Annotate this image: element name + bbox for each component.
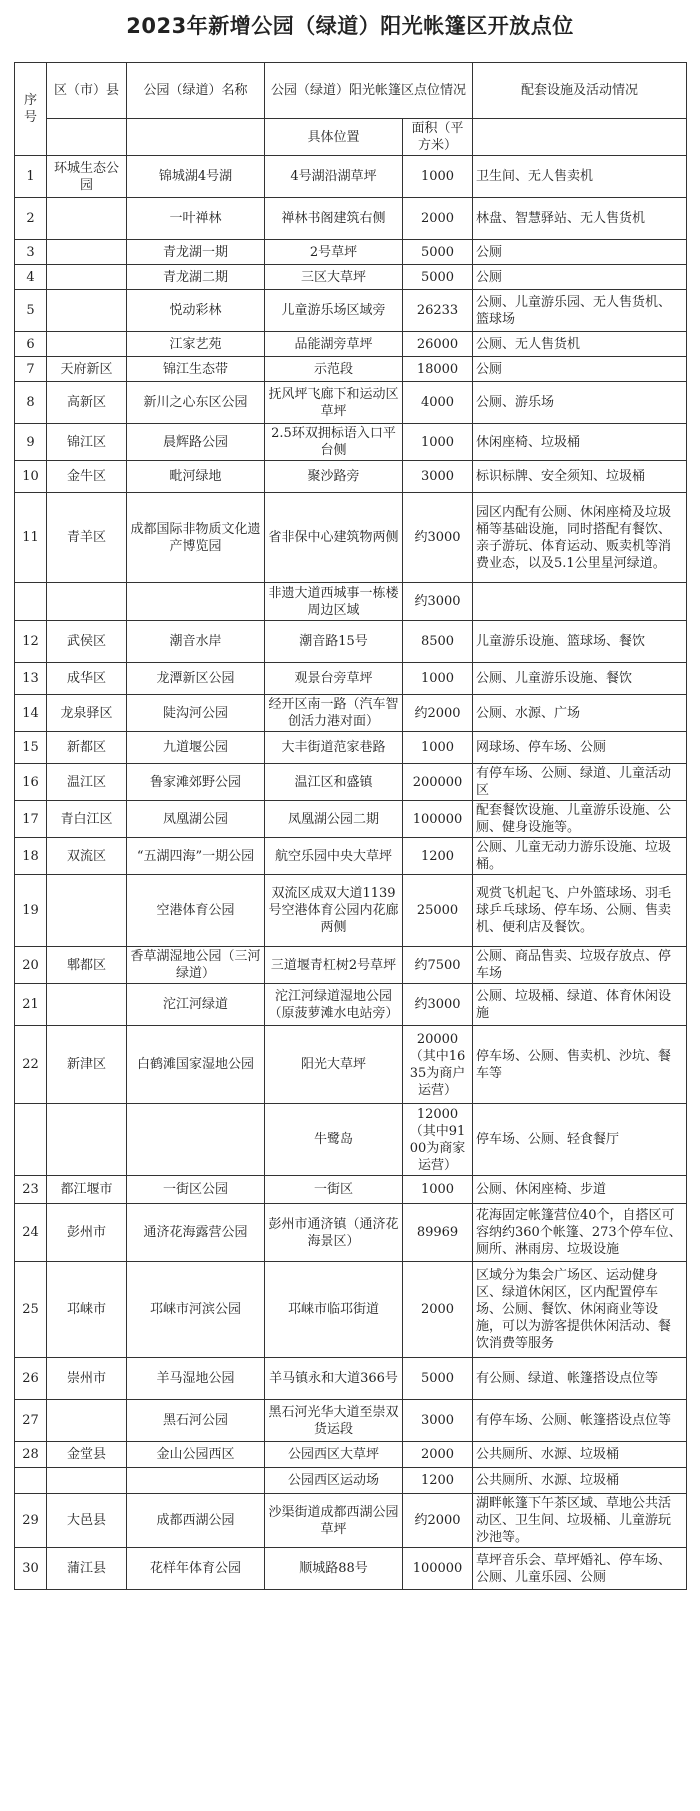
- row-facilities: 公厕、垃圾桶、绿道、体育休闲设施: [473, 984, 687, 1026]
- row-area: 1200: [403, 838, 473, 875]
- row-park: 新川之心东区公园: [127, 382, 265, 424]
- row-park: 邛崃市河滨公园: [127, 1262, 265, 1358]
- row-facilities: 公厕、儿童游乐设施、餐饮: [473, 663, 687, 695]
- table-row: [15, 493, 687, 583]
- row-seq: 9: [15, 424, 47, 461]
- row-location: 公园西区大草坪: [265, 1442, 403, 1468]
- header-seq: 序号: [15, 63, 47, 156]
- row-seq: 29: [15, 1494, 47, 1548]
- row-district: 锦江区: [47, 424, 127, 461]
- row-location: 经开区南一路（汽车智创活力港对面）: [265, 695, 403, 732]
- row-district: 温江区: [47, 764, 127, 801]
- row-location: 抚风坪飞廊下和运动区草坪: [265, 382, 403, 424]
- row-seq: 20: [15, 947, 47, 984]
- row-seq: 28: [15, 1442, 47, 1468]
- row-district: 龙泉驿区: [47, 695, 127, 732]
- row-area: 2000: [403, 1262, 473, 1358]
- row-district: [47, 875, 127, 947]
- row-district: 成华区: [47, 663, 127, 695]
- row-facilities: 配套餐饮设施、儿童游乐设施、公厕、健身设施等。: [473, 801, 687, 838]
- row-seq: 23: [15, 1176, 47, 1204]
- table-row: [15, 332, 687, 357]
- row-area: 约2000: [403, 695, 473, 732]
- table-row: [15, 1400, 687, 1442]
- row-seq: 19: [15, 875, 47, 947]
- table-row: [15, 801, 687, 838]
- row-facilities: 区域分为集会广场区、运动健身区、绿道休闲区，区内配置停车场、公厕、餐饮、休闲商业等设施，可以为游客提供休闲活动、餐饮消费等服务: [473, 1262, 687, 1358]
- row-location: 观景台旁草坪: [265, 663, 403, 695]
- row-park: 通济花海露营公园: [127, 1204, 265, 1262]
- row-seq: 4: [15, 265, 47, 290]
- row-location: 温江区和盛镇: [265, 764, 403, 801]
- row-area: 12000（其中9100为商家运营）: [403, 1104, 473, 1176]
- row-facilities: 公厕: [473, 265, 687, 290]
- row-park: 金山公园西区: [127, 1442, 265, 1468]
- row-facilities: 公厕、水源、广场: [473, 695, 687, 732]
- table-row: [15, 156, 687, 198]
- page-title: 2023年新增公园（绿道）阳光帐篷区开放点位: [126, 14, 574, 38]
- table-row: [15, 1104, 687, 1176]
- row-park: 白鹤滩国家湿地公园: [127, 1026, 265, 1104]
- header-district: 区（市）县: [47, 63, 127, 119]
- row-location: 2.5环双拥标语入口平台侧: [265, 424, 403, 461]
- row-area: 约3000: [403, 583, 473, 621]
- row-seq: 27: [15, 1400, 47, 1442]
- table-row: [15, 621, 687, 663]
- row-facilities: 园区内配有公厕、休闲座椅及垃圾桶等基础设施，同时搭配有餐饮、亲子游玩、体育运动、贩卖机等消费业态，以及5.1公里星河绿道。: [473, 493, 687, 583]
- row-park: 江家艺苑: [127, 332, 265, 357]
- table-row: [15, 984, 687, 1026]
- table-row: [15, 1358, 687, 1400]
- table-row: [15, 695, 687, 732]
- table-row: [15, 290, 687, 332]
- row-district: [47, 1104, 127, 1176]
- row-location: 品能湖旁草坪: [265, 332, 403, 357]
- row-park: 锦江生态带: [127, 357, 265, 382]
- row-area: 89969: [403, 1204, 473, 1262]
- row-seq: 26: [15, 1358, 47, 1400]
- row-facilities: 公厕、游乐场: [473, 382, 687, 424]
- row-location: 沱江河绿道湿地公园（原菠萝滩水电站旁）: [265, 984, 403, 1026]
- table-row: [15, 1204, 687, 1262]
- row-location: 省非保中心建筑物两侧: [265, 493, 403, 583]
- row-park: [127, 583, 265, 621]
- row-district: [47, 198, 127, 240]
- table-row: [15, 1548, 687, 1590]
- row-facilities: 公厕、商品售卖、垃圾存放点、停车场: [473, 947, 687, 984]
- row-facilities: 标识标牌、安全须知、垃圾桶: [473, 461, 687, 493]
- row-park: 青龙湖二期: [127, 265, 265, 290]
- row-seq: 10: [15, 461, 47, 493]
- row-seq: [15, 1468, 47, 1494]
- table-row: [15, 1468, 687, 1494]
- row-facilities: 公共厕所、水源、垃圾桶: [473, 1468, 687, 1494]
- row-area: 1000: [403, 663, 473, 695]
- row-area: 20000（其中1635为商户运营）: [403, 1026, 473, 1104]
- row-park: 沱江河绿道: [127, 984, 265, 1026]
- row-seq: 14: [15, 695, 47, 732]
- row-seq: 11: [15, 493, 47, 583]
- row-location: 邛崃市临邛街道: [265, 1262, 403, 1358]
- row-area: 5000: [403, 240, 473, 265]
- row-district: 环城生态公园: [47, 156, 127, 198]
- row-seq: 7: [15, 357, 47, 382]
- row-location: 潮音路15号: [265, 621, 403, 663]
- row-district: 大邑县: [47, 1494, 127, 1548]
- table-row: [15, 1442, 687, 1468]
- table-row: [15, 240, 687, 265]
- row-park: 龙潭新区公园: [127, 663, 265, 695]
- row-district: [47, 1400, 127, 1442]
- row-district: 彭州市: [47, 1204, 127, 1262]
- row-district: 新都区: [47, 732, 127, 764]
- row-area: 200000: [403, 764, 473, 801]
- header-facilities-blank: [473, 119, 687, 156]
- table-row: [15, 424, 687, 461]
- header-location: 具体位置: [265, 119, 403, 156]
- row-park: 锦城湖4号湖: [127, 156, 265, 198]
- row-area: 2000: [403, 198, 473, 240]
- row-park: 鲁家滩郊野公园: [127, 764, 265, 801]
- row-park: 黑石河公园: [127, 1400, 265, 1442]
- row-district: 郫都区: [47, 947, 127, 984]
- row-area: 8500: [403, 621, 473, 663]
- row-location: 航空乐园中央大草坪: [265, 838, 403, 875]
- row-seq: 5: [15, 290, 47, 332]
- row-location: 双流区成双大道1139号空港体育公园内花廊两侧: [265, 875, 403, 947]
- row-location: 聚沙路旁: [265, 461, 403, 493]
- row-area: 3000: [403, 461, 473, 493]
- row-district: 天府新区: [47, 357, 127, 382]
- row-area: 5000: [403, 1358, 473, 1400]
- row-location: 禅林书阁建筑右侧: [265, 198, 403, 240]
- row-park: 毗河绿地: [127, 461, 265, 493]
- table-row: [15, 265, 687, 290]
- row-facilities: 停车场、公厕、轻食餐厅: [473, 1104, 687, 1176]
- row-seq: 21: [15, 984, 47, 1026]
- row-location: 非遗大道西城事一栋楼周边区域: [265, 583, 403, 621]
- header-tent-area: 公园（绿道）阳光帐篷区点位情况: [265, 63, 473, 119]
- row-facilities: 有停车场、公厕、帐篷搭设点位等: [473, 1400, 687, 1442]
- table-row: [15, 732, 687, 764]
- row-district: 双流区: [47, 838, 127, 875]
- row-district: 蒲江县: [47, 1548, 127, 1590]
- row-facilities: 草坪音乐会、草坪婚礼、停车场、公厕、儿童乐园、公厕: [473, 1548, 687, 1590]
- header-area: 面积（平方米）: [403, 119, 473, 156]
- row-park: [127, 1104, 265, 1176]
- row-park: 晨辉路公园: [127, 424, 265, 461]
- row-area: 25000: [403, 875, 473, 947]
- row-area: 1000: [403, 424, 473, 461]
- row-facilities: 卫生间、无人售卖机: [473, 156, 687, 198]
- row-facilities: 有停车场、公厕、绿道、儿童活动区: [473, 764, 687, 801]
- row-facilities: 网球场、停车场、公厕: [473, 732, 687, 764]
- row-seq: 1: [15, 156, 47, 198]
- header-facilities: 配套设施及活动情况: [473, 63, 687, 119]
- row-facilities: 停车场、公厕、售卖机、沙坑、餐车等: [473, 1026, 687, 1104]
- row-area: 5000: [403, 265, 473, 290]
- row-park: 空港体育公园: [127, 875, 265, 947]
- row-area: 2000: [403, 1442, 473, 1468]
- row-facilities: 公厕、儿童无动力游乐设施、垃圾桶。: [473, 838, 687, 875]
- header-park: 公园（绿道）名称: [127, 63, 265, 119]
- row-location: 凤凰湖公园二期: [265, 801, 403, 838]
- row-district: [47, 290, 127, 332]
- row-park: 悦动彩林: [127, 290, 265, 332]
- row-park: [127, 1468, 265, 1494]
- table-row: [15, 875, 687, 947]
- row-seq: 16: [15, 764, 47, 801]
- row-facilities: 公厕: [473, 357, 687, 382]
- row-location: 三区大草坪: [265, 265, 403, 290]
- row-district: 都江堰市: [47, 1176, 127, 1204]
- row-facilities: 公厕、无人售货机: [473, 332, 687, 357]
- row-park: 陡沟河公园: [127, 695, 265, 732]
- row-area: 3000: [403, 1400, 473, 1442]
- row-location: 示范段: [265, 357, 403, 382]
- row-area: 1000: [403, 156, 473, 198]
- row-district: 青白江区: [47, 801, 127, 838]
- row-seq: 25: [15, 1262, 47, 1358]
- row-location: 牛鹭岛: [265, 1104, 403, 1176]
- table-row: [15, 583, 687, 621]
- row-location: 顺城路88号: [265, 1548, 403, 1590]
- row-seq: 8: [15, 382, 47, 424]
- row-location: 阳光大草坪: [265, 1026, 403, 1104]
- row-location: 2号草坪: [265, 240, 403, 265]
- row-seq: 3: [15, 240, 47, 265]
- row-facilities: 湖畔帐篷下午茶区域、草地公共活动区、卫生间、垃圾桶、儿童游玩沙池等。: [473, 1494, 687, 1548]
- row-park: 花样年体育公园: [127, 1548, 265, 1590]
- row-park: 九道堰公园: [127, 732, 265, 764]
- row-area: 1000: [403, 1176, 473, 1204]
- row-facilities: 公共厕所、水源、垃圾桶: [473, 1442, 687, 1468]
- parks-table: [14, 62, 687, 1590]
- row-district: [47, 984, 127, 1026]
- row-seq: [15, 1104, 47, 1176]
- row-area: 1200: [403, 1468, 473, 1494]
- row-area: 1000: [403, 732, 473, 764]
- table-row: [15, 764, 687, 801]
- row-area: 约3000: [403, 493, 473, 583]
- table-row: [15, 357, 687, 382]
- table-row: [15, 1176, 687, 1204]
- row-park: 成都西湖公园: [127, 1494, 265, 1548]
- row-park: 一街区公园: [127, 1176, 265, 1204]
- row-facilities: 公厕、休闲座椅、步道: [473, 1176, 687, 1204]
- table-row: [15, 1494, 687, 1548]
- row-district: [47, 583, 127, 621]
- header-district-blank: [47, 119, 127, 156]
- row-area: 100000: [403, 1548, 473, 1590]
- row-district: [47, 240, 127, 265]
- table-row: [15, 461, 687, 493]
- row-location: 公园西区运动场: [265, 1468, 403, 1494]
- row-seq: [15, 583, 47, 621]
- row-area: 约3000: [403, 984, 473, 1026]
- row-park: 凤凰湖公园: [127, 801, 265, 838]
- header-park-blank: [127, 119, 265, 156]
- row-district: 金堂县: [47, 1442, 127, 1468]
- row-area: 约7500: [403, 947, 473, 984]
- row-facilities: 观赏飞机起飞、户外篮球场、羽毛球乒乓球场、停车场、公厕、售卖机、便利店及餐饮。: [473, 875, 687, 947]
- row-district: 崇州市: [47, 1358, 127, 1400]
- row-park: 潮音水岸: [127, 621, 265, 663]
- row-district: 高新区: [47, 382, 127, 424]
- table-body: [15, 156, 687, 1590]
- row-area: 26233: [403, 290, 473, 332]
- table-row: [15, 1026, 687, 1104]
- row-facilities: 有公厕、绿道、帐篷搭设点位等: [473, 1358, 687, 1400]
- row-facilities: [473, 583, 687, 621]
- row-facilities: 公厕: [473, 240, 687, 265]
- row-seq: 22: [15, 1026, 47, 1104]
- row-seq: 30: [15, 1548, 47, 1590]
- table-row: [15, 1262, 687, 1358]
- row-facilities: 公厕、儿童游乐园、无人售货机、篮球场: [473, 290, 687, 332]
- row-park: 羊马湿地公园: [127, 1358, 265, 1400]
- row-seq: 17: [15, 801, 47, 838]
- row-district: 青羊区: [47, 493, 127, 583]
- row-district: [47, 1468, 127, 1494]
- row-location: 三道堰青杠树2号草坪: [265, 947, 403, 984]
- row-district: 新津区: [47, 1026, 127, 1104]
- row-district: [47, 332, 127, 357]
- row-park: 一叶禅林: [127, 198, 265, 240]
- row-area: 约2000: [403, 1494, 473, 1548]
- row-district: 邛崃市: [47, 1262, 127, 1358]
- table-row: [15, 663, 687, 695]
- row-facilities: 儿童游乐设施、篮球场、餐饮: [473, 621, 687, 663]
- row-area: 26000: [403, 332, 473, 357]
- row-park: 成都国际非物质文化遗产博览园: [127, 493, 265, 583]
- row-facilities: 花海固定帐篷营位40个，自搭区可容纳约360个帐篷、273个停车位、厕所、淋雨房、垃圾设施: [473, 1204, 687, 1262]
- row-seq: 24: [15, 1204, 47, 1262]
- row-facilities: 林盘、智慧驿站、无人售货机: [473, 198, 687, 240]
- row-location: 羊马镇永和大道366号: [265, 1358, 403, 1400]
- row-location: 4号湖沿湖草坪: [265, 156, 403, 198]
- row-location: 大丰街道范家巷路: [265, 732, 403, 764]
- row-seq: 18: [15, 838, 47, 875]
- row-seq: 12: [15, 621, 47, 663]
- row-location: 彭州市通济镇（通济花海景区）: [265, 1204, 403, 1262]
- row-seq: 2: [15, 198, 47, 240]
- row-location: 一街区: [265, 1176, 403, 1204]
- table-row: [15, 947, 687, 984]
- table-row: [15, 198, 687, 240]
- row-seq: 13: [15, 663, 47, 695]
- row-location: 儿童游乐场区域旁: [265, 290, 403, 332]
- row-district: [47, 265, 127, 290]
- row-park: 青龙湖一期: [127, 240, 265, 265]
- row-area: 100000: [403, 801, 473, 838]
- table-row: [15, 838, 687, 875]
- row-seq: 6: [15, 332, 47, 357]
- row-area: 18000: [403, 357, 473, 382]
- row-district: 金牛区: [47, 461, 127, 493]
- row-location: 沙渠街道成都西湖公园草坪: [265, 1494, 403, 1548]
- row-district: 武侯区: [47, 621, 127, 663]
- row-park: 香草湖湿地公园（三河绿道）: [127, 947, 265, 984]
- row-area: 4000: [403, 382, 473, 424]
- table-row: [15, 382, 687, 424]
- row-seq: 15: [15, 732, 47, 764]
- row-location: 黑石河光华大道至崇双货运段: [265, 1400, 403, 1442]
- row-facilities: 休闲座椅、垃圾桶: [473, 424, 687, 461]
- row-park: “五湖四海”一期公园: [127, 838, 265, 875]
